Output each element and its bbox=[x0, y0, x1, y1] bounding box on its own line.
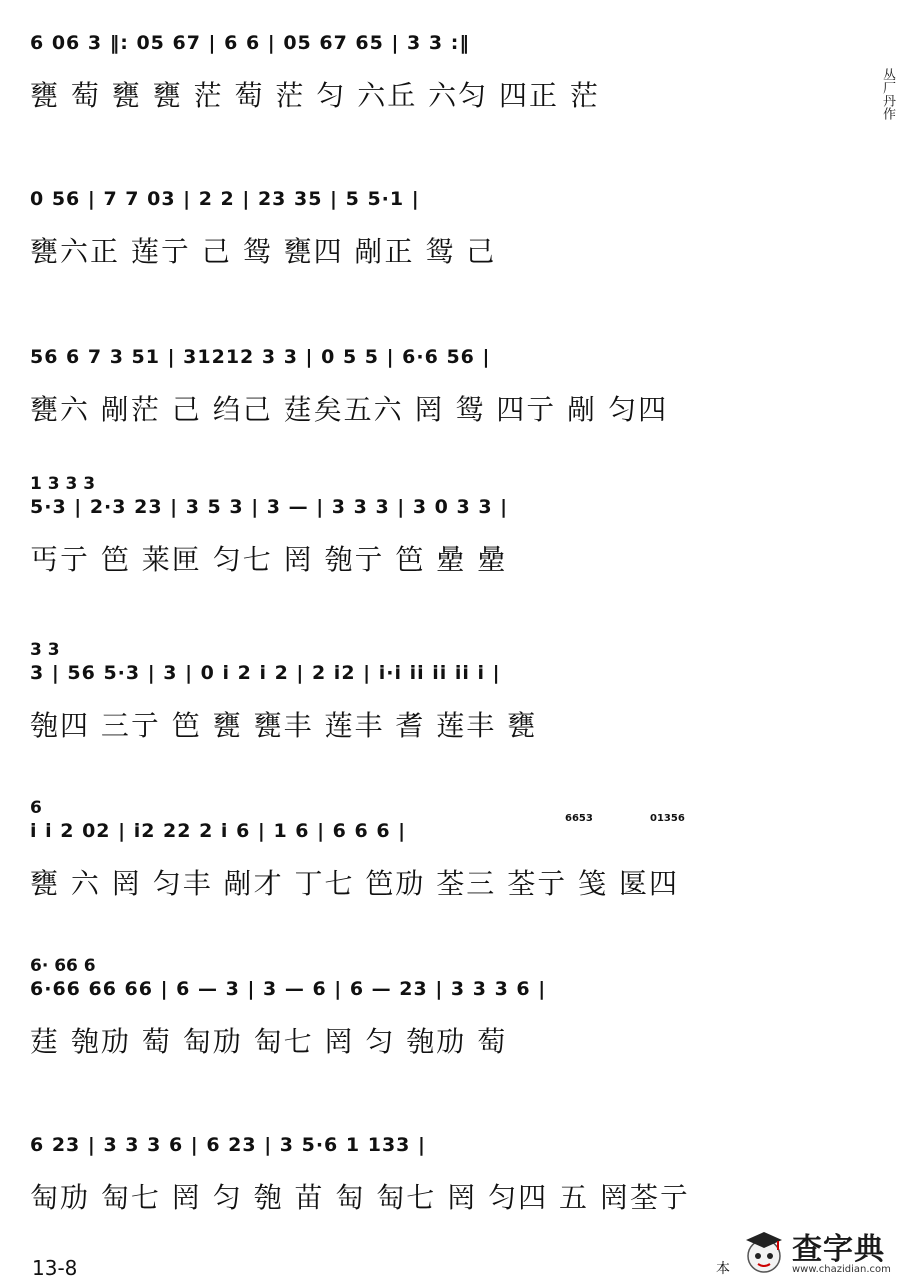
guqin-tablature-line: 甕六 剮茫 己 绉己 莛矣五六 罔 鸳 四亍 剮 匀四 bbox=[30, 393, 669, 426]
site-logo bbox=[736, 1222, 904, 1280]
guqin-tablature-line: 莛 匏劢 萄 匋劢 匋七 罔 匀 匏劢 萄 bbox=[30, 1025, 508, 1058]
grace-notes: 6653 bbox=[565, 813, 593, 824]
guqin-tablature-line: 甕 萄 甕 甕 茫 萄 茫 匀 六丘 六匀 四正 茫 bbox=[30, 79, 600, 112]
footer-char: 本 bbox=[716, 1261, 730, 1277]
jianpu-line: 56 6 7 3 51 | 31212 3 3 | 0 5 5 | 6·6 56 | bbox=[30, 346, 491, 368]
guqin-tablature-line: 丐亍 笆 莱匣 匀七 罔 匏亍 笆 曐 曐 bbox=[30, 543, 508, 576]
jianpu-line: 5·3 | 2·3 23 | 3 5 3 | 3 — | 3 3 3 | 3 0 3 3 | bbox=[30, 496, 509, 518]
guqin-tablature-line: 匏四 三亍 笆 甕 甕丰 莲丰 耆 莲丰 甕 bbox=[30, 709, 538, 742]
jianpu-line: 3 | 56 5·3 | 3 | 0 i 2 i 2 | 2 i2 | i·i ii ii ii i | bbox=[30, 662, 501, 684]
overline-notes: 6 bbox=[30, 798, 42, 818]
overline-notes: 1 3 3 3 bbox=[30, 474, 96, 494]
overline-notes: 6· 66 6 bbox=[30, 956, 96, 976]
score-system bbox=[0, 2, 909, 152]
grace-notes: 01356 bbox=[650, 813, 685, 824]
jianpu-line: 6·66 66 66 | 6 — 3 | 3 — 6 | 6 — 23 | 3 3 3 6 | bbox=[30, 978, 547, 1000]
score-system bbox=[0, 158, 909, 308]
score-system bbox=[0, 948, 909, 1098]
page-number: 13-8 bbox=[32, 1256, 78, 1280]
jianpu-line: 6 06 3 ‖: 05 67 | 6 6 | 05 67 65 | 3 3 :‖ bbox=[30, 32, 470, 54]
scholar-icon bbox=[740, 1226, 788, 1276]
jianpu-line: 6 23 | 3 3 3 6 | 6 23 | 3 5·6 1 133 | bbox=[30, 1134, 426, 1156]
logo-title: 查字典 bbox=[792, 1232, 885, 1267]
guqin-tablature-line: 甕六正 莲亍 己 鸳 甕四 剮正 鸳 己 bbox=[30, 235, 497, 268]
score-system bbox=[0, 790, 909, 940]
guqin-tablature-line: 甕 六 罔 匀丰 剮才 丁七 笆劢 荃三 荃亍 笺 匽四 bbox=[30, 867, 680, 900]
side-note: 丛厂丹作 bbox=[880, 68, 895, 120]
jianpu-line: i i 2 02 | i2 22 2 i 6 | 1 6 | 6 6 6 | bbox=[30, 820, 407, 842]
logo-url: www.chazidian.com bbox=[792, 1264, 891, 1275]
score-system bbox=[0, 466, 909, 616]
score-system bbox=[0, 316, 909, 466]
overline-notes: 3 3 bbox=[30, 640, 60, 660]
guqin-tablature-line: 匋劢 匋七 罔 匀 匏 苗 匋 匋七 罔 匀四 五 罔荃亍 bbox=[30, 1181, 690, 1214]
score-system bbox=[0, 632, 909, 782]
jianpu-line: 0 56 | 7 7 03 | 2 2 | 23 35 | 5 5·1 | bbox=[30, 188, 420, 210]
